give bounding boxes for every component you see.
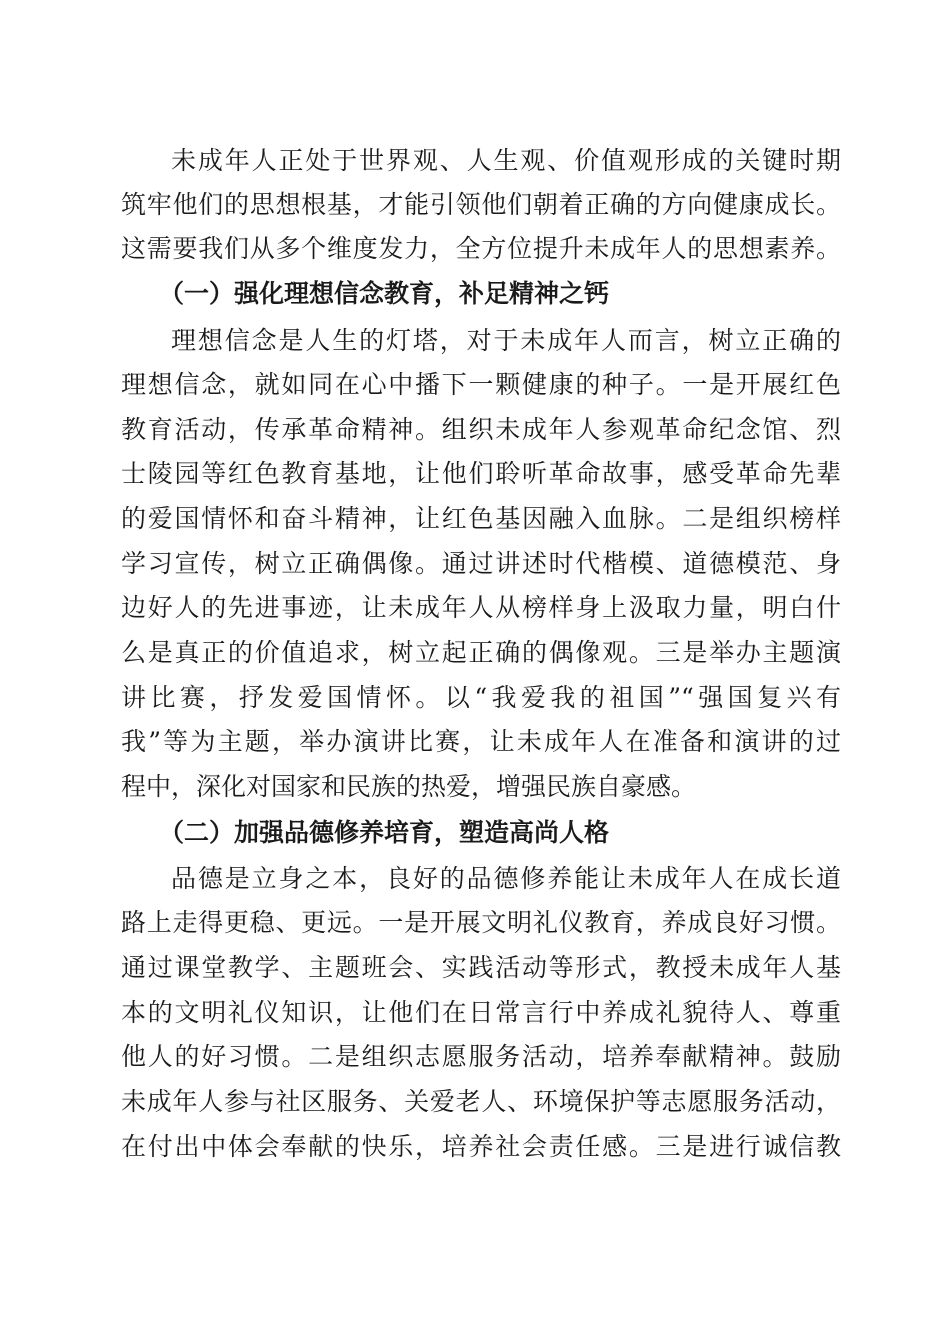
- section1-line-10: 我”等为主题，举办演讲比赛，让未成年人在准备和演讲的过: [121, 727, 841, 756]
- section2-line-5: 他人的好习惯。二是组织志愿服务活动，培养奉献精神。鼓励: [121, 1042, 841, 1071]
- section2-line-2: 路上走得更稳、更远。一是开展文明礼仪教育，养成良好习惯。: [121, 908, 841, 937]
- section2-line-3: 通过课堂教学、主题班会、实践活动等形式，教授未成年人基: [121, 953, 841, 982]
- section1-line-9: 讲比赛，抒发爱国情怀。以“我爱我的祖国”“强国复兴有: [121, 683, 841, 712]
- intro-line-3: 这需要我们从多个维度发力，全方位提升未成年人的思想素养。: [121, 234, 841, 263]
- section1-line-8: 么是真正的价值追求，树立起正确的偶像观。三是举办主题演: [121, 638, 841, 667]
- section2-line-7: 在付出中体会奉献的快乐，培养社会责任感。三是进行诚信教: [121, 1132, 841, 1161]
- section1-line-5: 的爱国情怀和奋斗精神，让红色基因融入血脉。二是组织榜样: [121, 504, 841, 533]
- section1-line-6: 学习宣传，树立正确偶像。通过讲述时代楷模、道德模范、身: [121, 549, 841, 578]
- section2-line-4: 本的文明礼仪知识，让他们在日常言行中养成礼貌待人、尊重: [121, 998, 841, 1027]
- intro-line-1: 未成年人正处于世界观、人生观、价值观形成的关键时期: [171, 146, 841, 175]
- section-heading-1: （一）强化理想信念教育，补足精神之钙: [159, 279, 610, 308]
- section1-line-11: 程中，深化对国家和民族的热爱，增强民族自豪感。: [121, 772, 697, 801]
- section2-line-6: 未成年人参与社区服务、关爱老人、环境保护等志愿服务活动，: [121, 1087, 841, 1116]
- section1-line-2: 理想信念，就如同在心中播下一颗健康的种子。一是开展红色: [121, 370, 841, 399]
- section1-line-1: 理想信念是人生的灯塔，对于未成年人而言，树立正确的: [171, 326, 841, 355]
- intro-line-2: 筑牢他们的思想根基，才能引领他们朝着正确的方向健康成长。: [121, 190, 841, 219]
- section1-line-3: 教育活动，传承革命精神。组织未成年人参观革命纪念馆、烈: [121, 415, 841, 444]
- section1-line-4: 士陵园等红色教育基地，让他们聆听革命故事，感受革命先辈: [121, 459, 841, 488]
- section-heading-2: （二）加强品德修养培育，塑造高尚人格: [159, 818, 610, 847]
- section1-line-7: 边好人的先进事迹，让未成年人从榜样身上汲取力量，明白什: [121, 593, 841, 622]
- section2-line-1: 品德是立身之本，良好的品德修养能让未成年人在成长道: [171, 864, 841, 893]
